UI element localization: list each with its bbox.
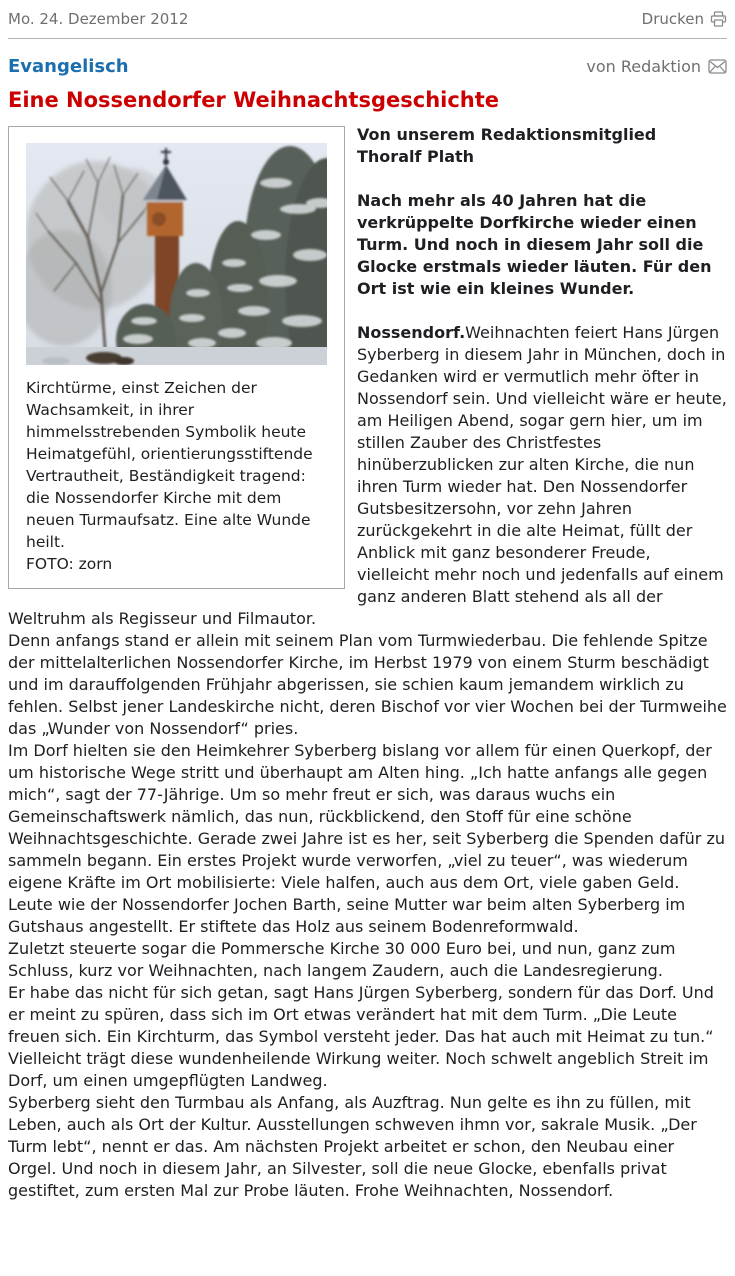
- date-label: Mo. 24. Dezember 2012: [8, 10, 189, 28]
- byline: [586, 57, 727, 76]
- email-icon[interactable]: [708, 59, 727, 74]
- headline: Eine Nossendorfer Weihnachtsgeschichte: [8, 88, 500, 112]
- paragraph-1-text: Weihnachten feiert Hans Jürgen Syberberg in diesem Jahr in München, doch in Gedanken wird er vermutlich mehr öfter in Nossendorf sein. Und vielleicht wäre er heute, am Heiligen Abend, sogar gern hier, um im stillen Zauber des Christfestes hinüberzublicken zur alten Kirche, die nun ihren Turm wieder hat. Den Nossendorfer Gutsbesitzersohn, vor zehn Jahren zurückgekehrt in die alte Heimat, füllt der Anblick mit ganz besonderer Freude, vielleicht mehr noch und jedenfalls auf einem ganz anderen Blatt stehend als all der Weltruhm als Regisseur und Filmautor.: [8, 323, 727, 628]
- paragraph-5: Er habe das nicht für sich getan, sagt Hans Jürgen Syberberg, sondern für das Dorf. Und er meint zu spüren, dass sich im Ort etwas verändert hat mit dem Turm. „Die Leute freuen sich. Ein Kirchturm, das Symbol versteht jeder. Das hat auch mit Heimat zu tun.“ Vielleicht trägt diese wundenheilende Wirkung weiter. Noch schwelt angeblich Streit im Dorf, um einen umgepflügten Landweg.: [8, 983, 714, 1090]
- meta-row: [8, 56, 727, 77]
- print-label: Drucken: [641, 10, 704, 28]
- figure-box: [8, 126, 345, 589]
- category-link[interactable]: Evangelisch: [8, 56, 129, 77]
- paragraph-2: Denn anfangs stand er allein mit seinem Plan vom Turmwiederbau. Die fehlende Spitze der mittelalterlichen Nossendorfer Kirche, im Herbst 1979 von einem Sturm beschädigt und im darauffolgenden Frühjahr abgerissen, sie schien kaum jemandem wirklich zu fehlen. Selbst jener Landeskirche nicht, deren Bischof vor vier Wochen bei der Turmweihe das „Wunder von Nossendorf“ pries.: [8, 631, 727, 738]
- topbar: [8, 6, 727, 39]
- author-name: Thoralf Plath: [357, 147, 475, 166]
- dateline: Nossendorf.: [357, 323, 466, 342]
- photo-caption: Kirchtürme, einst Zeichen der Wachsamkeit, in ihrer himmelsstrebenden Symbolik heute Heimatgefühl, orientierungsstiftende Vertrautheit, Beständigkeit tragend: die Nossendorfer Kirche mit dem neuen Turmaufsatz. Eine alte Wunde heilt.: [26, 379, 313, 551]
- photo-credit: FOTO: zorn: [26, 555, 113, 573]
- article-body: [8, 124, 727, 1202]
- lead-paragraph: Nach mehr als 40 Jahren hat die verkrüppelte Dorfkirche wieder einen Turm. Und noch in diesem Jahr soll die Glocke erstmals wieder läuten. Für den Ort ist wie ein kleines Wunder.: [357, 191, 712, 298]
- paragraph-6: Syberberg sieht den Turmbau als Anfang, als Auzftrag. Nun gelte es ihn zu füllen, mit Leben, auch als Ort der Kultur. Ausstellungen schweven ihmn vor, sakrale Musik. „Der Turm lebt“, nennt er das. Am nächsten Projekt arbeitet er schon, den Neubau einer Orgel. Und noch in diesem Jahr, an Silvester, soll die neue Glocke, ebenfalls privat gestiftet, zum ersten Mal zur Probe läuten. Frohe Weihnachten, Nossendorf.: [8, 1093, 697, 1200]
- printer-icon: [710, 11, 727, 27]
- byline-label: von Redaktion: [586, 57, 701, 76]
- print-button[interactable]: [642, 10, 727, 28]
- paragraph-4: Zuletzt steuerte sogar die Pommersche Kirche 30 000 Euro bei, und nun, ganz zum Schluss, kurz vor Weihnachten, nach langem Zaudern, auch die Landesregierung.: [8, 939, 676, 980]
- paragraph-3: Im Dorf hielten sie den Heimkehrer Syberberg bislang vor allem für einen Querkopf, der um historische Wege stritt und überhaupt am Alten hing. „Ich hatte anfangs alle gegen mich“, sagt der 77-Jährige. Um so mehr freut er sich, was daraus wuchs ein Gemeinschaftswerk nämlich, das nun, rückblickend, den Stoff für eine schöne Weihnachtsgeschichte. Gerade zwei Jahre ist es her, seit Syberberg die Spenden dafür zu sammeln begann. Ein erstes Projekt wurde verworfen, „viel zu teuer“, was wiederum eigene Kräfte im Ort mobilisierte: Viele halfen, auch aus dem Ort, viele gaben Geld. Leute wie der Nossendorfer Jochen Barth, seine Mutter war beim alten Syberberg im Gutshaus angestellt. Er stiftete das Holz aus seinem Bodenreformwald.: [8, 741, 725, 936]
- author-intro: Von unserem Redaktionsmitglied: [357, 125, 657, 144]
- church-photo: [26, 143, 327, 365]
